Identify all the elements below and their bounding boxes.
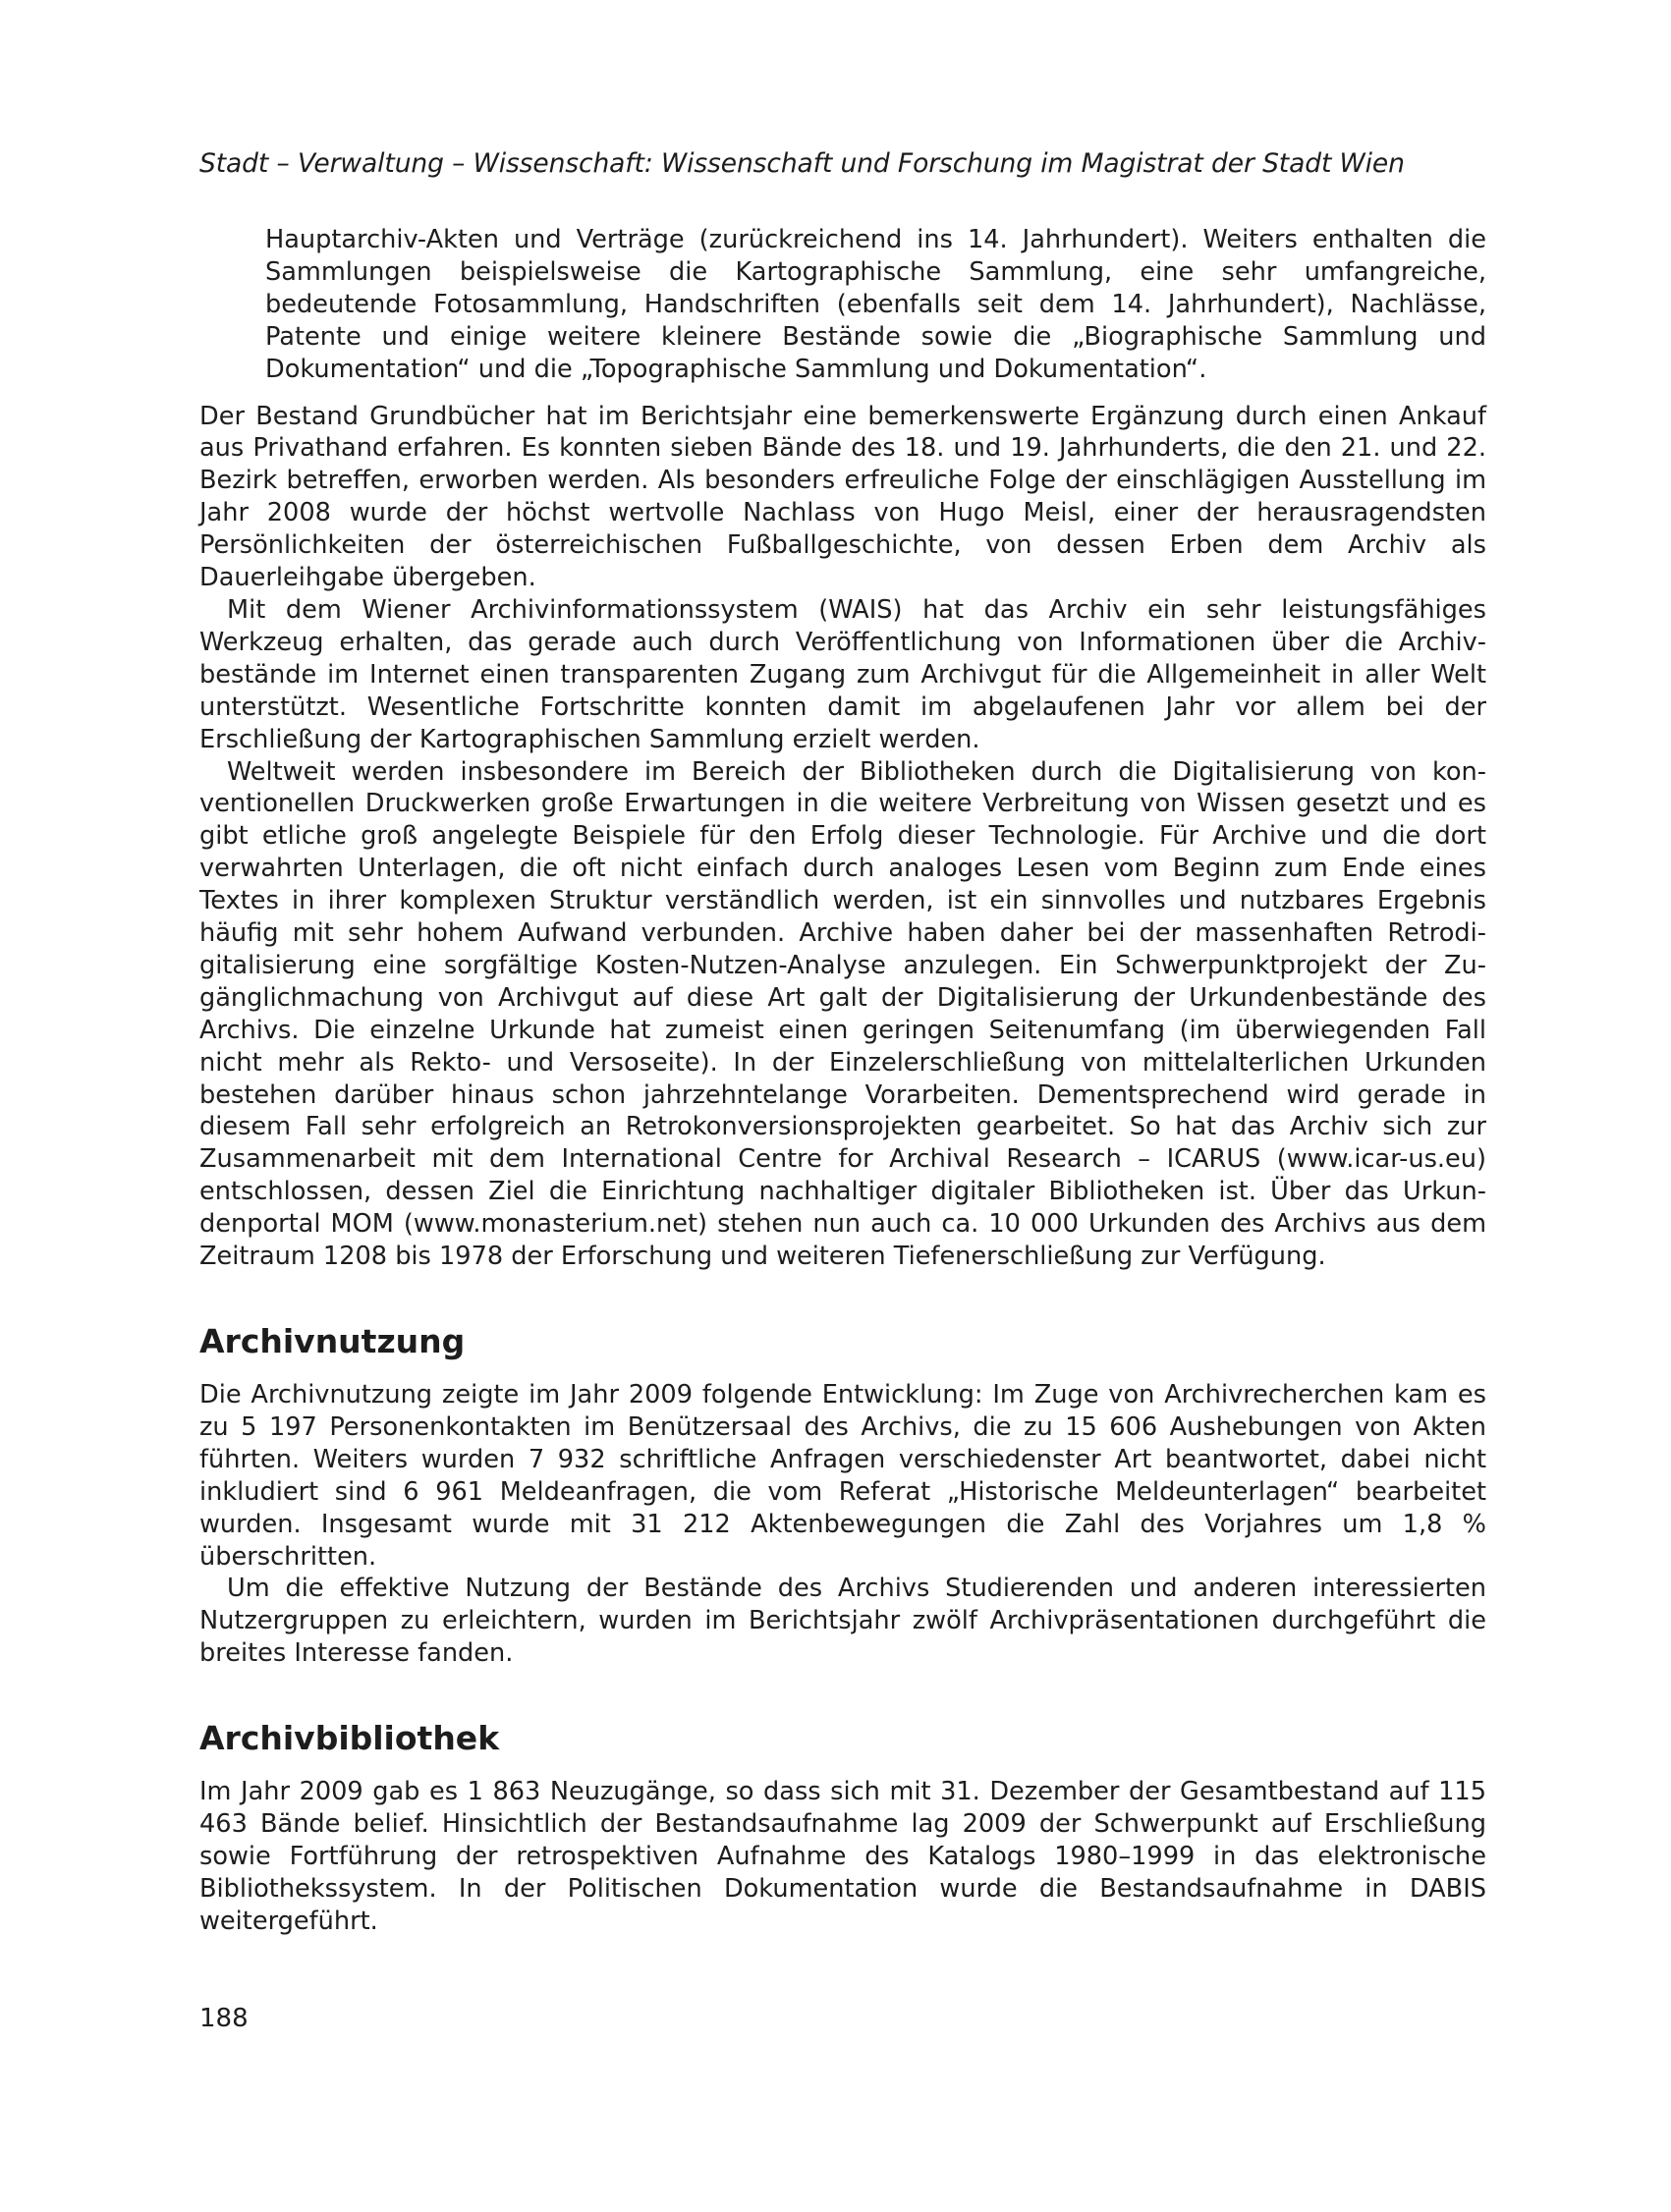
paragraph-archivnutzung: Die Archivnutzung zeigte im Jahr 2009 folgende Entwicklung: Im Zuge von Archivrecherchen kam es zu 5 197 Personenkontakten im Benützersaal des Archivs, die zu 15 606 Aushebungen von Akten führten. Weiters wurden 7 932 schriftliche Anfragen verschiedenster Art beantwortet, dabei nicht inkludiert sind 6 961 Meldeanfragen, die vom Referat „Historische Meldeunterlagen“ bearbeitet wurden. Insgesamt wurde mit 31 212 Aktenbewegungen die Zahl des Vorjahres um 1,8 % überschritten. (199, 1380, 1486, 1572)
paragraph-digitalisierung: Weltweit werden insbesondere im Bereich der Bibliotheken durch die Digitalisierung von konventionellen Druckwerken große Erwartungen in die weitere Verbreitung von Wissen gesetzt und es gibt etliche groß angelegte Beispiele für den Erfolg dieser Technologie. Für Archive und die dort verwahrten Unterlagen, die oft nicht einfach durch analoges Lesen vom Beginn zum Ende eines Textes in ihrer komplexen Struktur verständlich werden, ist ein sinnvolles und nutzbares Ergebnis häufig mit sehr hohem Aufwand verbunden. Archive haben daher bei der massenhaften Retrodigitalisierung eine sorgfältige Kosten-Nutzen-Analyse anzulegen. Ein Schwerpunktprojekt der Zugänglichmachung von Archivgut auf diese Art galt der Digitalisierung der Urkundenbestände des Archivs. Die einzelne Urkunde hat zumeist einen geringen Seitenumfang (im überwiegenden Fall nicht mehr als Rekto- und Versoseite). In der Einzelerschließung von mittelalterlichen Urkunden bestehen darüber hinaus schon jahrzehntelange Vorarbeiten. Dementsprechend wird gerade in diesem Fall sehr erfolgreich an Retrokonversionsprojekten gearbeitet. So hat das Archiv sich zur Zusammenarbeit mit dem International Centre for Archival Research – ICARUS (www.icar-us.eu) entschlossen, dessen Ziel die Einrichtung nachhaltiger digitaler Bibliotheken ist. Über das Urkundenportal MOM (www.monasterium.net) stehen nun auch ca. 10 000 Urkunden des Archivs aus dem Zeitraum 1208 bis 1978 der Erforschung und weiteren Tiefenerschließung zur Verfügung. (199, 756, 1486, 1272)
section-heading-archivbibliothek: Archivbibliothek (199, 1719, 500, 1758)
paragraph-archivbibliothek: Im Jahr 2009 gab es 1 863 Neuzugänge, so dass sich mit 31. Dezember der Gesamtbestand auf 115 463 Bände belief. Hinsichtlich der Bestandsaufnahme lag 2009 der Schwerpunkt auf Erschließung sowie Fortführung der retrospektiven Aufnahme des Katalogs 1980–1999 in das elektronische Bibliothekssystem. In der Politischen Dokumentation wurde die Bestandsaufnahme in DABIS weitergeführt. (199, 1777, 1486, 1936)
paragraph-wais: Mit dem Wiener Archivinformationssystem (WAIS) hat das Archiv ein sehr leistungsfähiges Werkzeug erhalten, das gerade auch durch Veröffentlichung von Informationen über die Archivbestände im Internet einen transparenten Zugang zum Archivgut für die Allgemeinheit in aller Welt unterstützt. Wesentliche Fortschritte konnten damit im abgelaufenen Jahr vor allem bei der Erschließung der Kartographischen Sammlung erzielt werden. (199, 594, 1486, 754)
running-header: Stadt – Verwaltung – Wissenschaft: Wissenschaft und Forschung im Magistrat der Stadt Wien (199, 148, 1405, 179)
paragraph-archivpraesentationen: Um die effektive Nutzung der Bestände des Archivs Studierenden und anderen interessierten Nutzergruppen zu erleichtern, wurden im Berichtsjahr zwölf Archivpräsentationen durchgeführt die breites Interesse fanden. (199, 1574, 1486, 1669)
paragraph-grundbuecher: Der Bestand Grundbücher hat im Berichtsjahr eine bemerkenswerte Ergänzung durch einen Ankauf aus Privathand erfahren. Es konnten sieben Bände des 18. und 19. Jahrhunderts, die den 21. und 22. Bezirk betreffen, erworben werden. Als besonders erfreuliche Folge der einschlägigen Ausstellung im Jahr 2008 wurde der höchst wertvolle Nachlass von Hugo Meisl, einer der herausragendsten Persönlichkeiten der österreichischen Fußballgeschichte, von dessen Erben dem Archiv als Dauerleihgabe übergeben. (199, 401, 1486, 593)
quoted-paragraph: Hauptarchiv-Akten und Verträge (zurückreichend ins 14. Jahrhundert). Weiters enthalten die Sammlungen beispielsweise die Kartographische Sammlung, eine sehr umfangreiche, bedeutende Fotosammlung, Handschriften (ebenfalls seit dem 14. Jahrhundert), Nachlässe, Patente und einige weitere kleinere Bestände sowie die „Biographische Sammlung und Dokumentation“ und die „Topographische Sammlung und Dokumentation“. (265, 225, 1486, 384)
page-number: 188 (199, 2004, 249, 2033)
main-content (199, 224, 1486, 1938)
section-heading-archivnutzung: Archivnutzung (199, 1322, 466, 1360)
